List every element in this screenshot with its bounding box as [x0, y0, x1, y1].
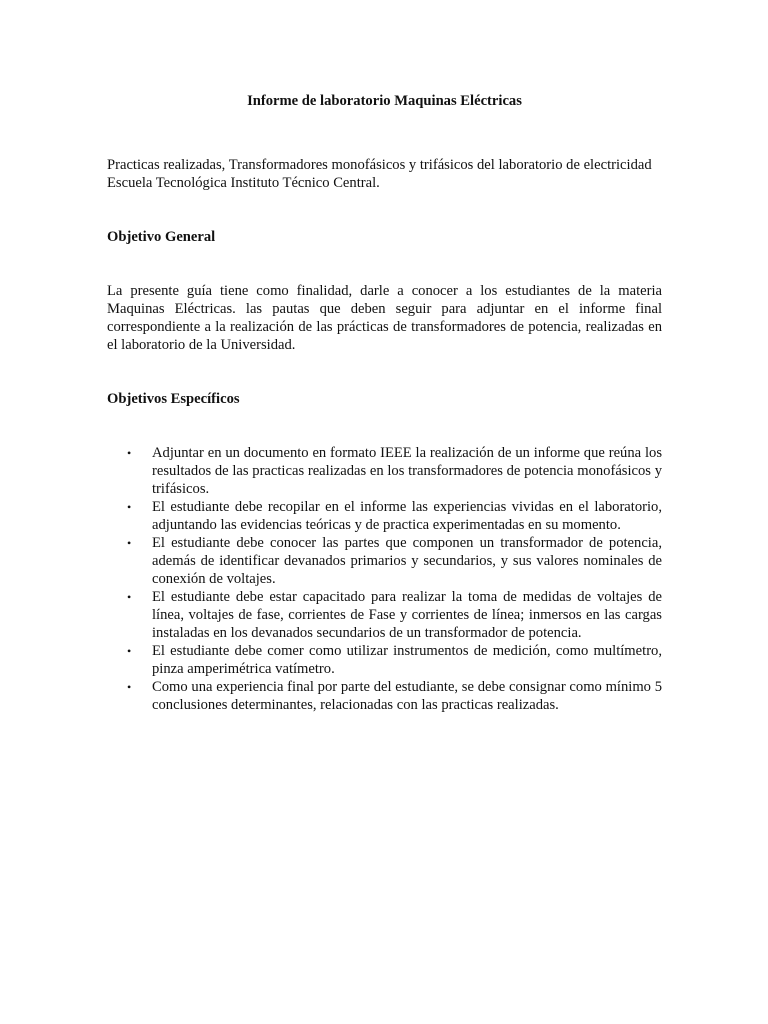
bullet-icon: •: [127, 590, 132, 604]
document-title: Informe de laboratorio Maquinas Eléctricas: [247, 93, 522, 109]
list-item-text: Adjuntar en un documento en formato IEEE la realización de un informe que reúna los resultados de las practicas realizadas en los transformadores de potencia monofásicos y trifásicos.: [152, 445, 662, 497]
bullet-icon: •: [127, 644, 132, 658]
list-item-text: El estudiante debe comer como utilizar instrumentos de medición, como multímetro, pinza amperimétrica vatímetro.: [152, 643, 662, 677]
list-item-text: El estudiante debe conocer las partes que componen un transformador de potencia, además de identificar devanados primarios y secundarios, y sus valores nominales de conexión de voltajes.: [152, 535, 662, 587]
list-item: [107, 444, 662, 498]
general-objective-text: La presente guía tiene como finalidad, darle a conocer a los estudiantes de la materia Maquinas Eléctricas. las pautas que deben seguir para adjuntar en el informe final correspondiente a la realización de las prácticas de transformadores de potencia, realizadas en el laboratorio de la Universidad.: [107, 283, 662, 353]
specific-objectives-heading: Objetivos Específicos: [107, 391, 240, 407]
list-item: [107, 588, 662, 642]
list-item-text: Como una experiencia final por parte del estudiante, se debe consignar como mínimo 5 conclusiones determinantes, relacionadas con las practicas realizadas.: [152, 679, 662, 713]
bullet-icon: •: [127, 500, 132, 514]
list-item: [107, 678, 662, 714]
document-body: [107, 92, 662, 714]
bullet-icon: •: [127, 446, 132, 460]
list-item-text: El estudiante debe recopilar en el informe las experiencias vividas en el laboratorio, adjuntando las evidencias teóricas y de practica experimentadas en su momento.: [152, 499, 662, 533]
intro-paragraph: Practicas realizadas, Transformadores monofásicos y trifásicos del laboratorio de electricidad Escuela Tecnológica Instituto Técnico Central.: [107, 157, 652, 191]
list-item: [107, 534, 662, 588]
bullet-icon: •: [127, 680, 132, 694]
bullet-icon: •: [127, 536, 132, 550]
general-objective-heading: Objetivo General: [107, 229, 216, 245]
list-item-text: El estudiante debe estar capacitado para realizar la toma de medidas de voltajes de línea, voltajes de fase, corrientes de Fase y corrientes de línea; inmersos en las cargas instaladas en los devanados secundarios de un transformador de potencia.: [152, 589, 662, 641]
list-item: [107, 498, 662, 534]
list-item: [107, 642, 662, 678]
specific-objectives-list: [107, 444, 662, 714]
